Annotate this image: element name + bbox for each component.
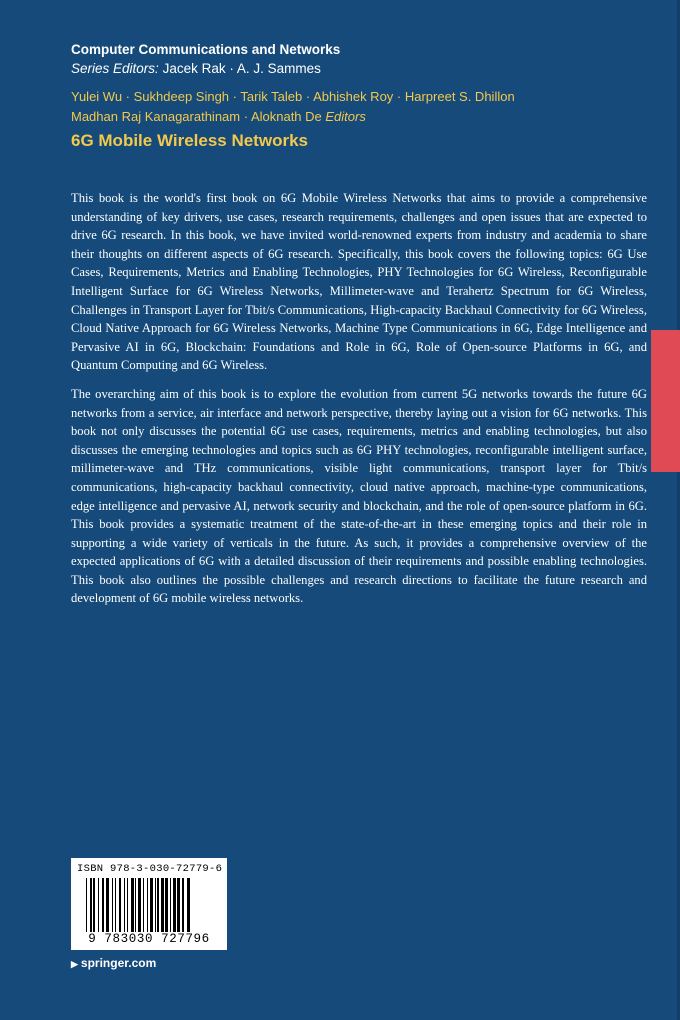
barcode-bar <box>138 878 141 932</box>
barcode-bar <box>112 878 113 932</box>
barcode-bar <box>155 878 156 932</box>
barcode-bars <box>84 878 214 932</box>
barcode-number: 9 783030 727796 <box>88 932 210 946</box>
description-paragraph-2: The overarching aim of this book is to explore the evolution from current 5G networks towards the future 6G networks from a service, air interface and network perspective, thereby laying out a vision for 6G networks. This book not only discusses the potential 6G use cases, requirements, metrics and enabling technologies, but also discusses the emerging technologies and topics such as 6G PHY technologies, reconfigurable intelligent surface, millimeter-wave and THz communications, visible light communications, transport layer for Tbit/s communications, high-capacity backhaul connectivity, cloud native approach, machine-type communications, edge intelligence and pervasive AI, network security and blockchain, and the role of open-source platform in 6G. This book provides a systematic treatment of the state-of-the-art in these emerging topics and their role in supporting a wide variety of verticals in the future. As such, it provides a comprehensive overview of the expected applications of 6G with a detailed discussion of their requirements and possible enabling technologies. This book also outlines the possible challenges and research directions to facilitate the future research and development of 6G mobile wireless networks. <box>71 386 647 606</box>
barcode-bar <box>102 878 104 932</box>
barcode-bar <box>106 878 109 932</box>
barcode-bar <box>150 878 153 932</box>
barcode-bar <box>170 878 171 932</box>
barcode-bar <box>135 878 136 932</box>
barcode-bar <box>147 878 148 932</box>
barcode-bar <box>86 878 87 932</box>
barcode-bar <box>173 878 176 932</box>
barcode-bar <box>143 878 144 932</box>
header <box>71 40 651 152</box>
barcode-bar <box>127 878 128 932</box>
book-editors-line-2 <box>71 107 651 127</box>
barcode-bar <box>98 878 99 932</box>
series-editors-label: Series Editors: <box>71 61 159 76</box>
book-editors-role: Editors <box>325 109 366 124</box>
barcode-bar <box>131 878 134 932</box>
description-paragraph-1: This book is the world's first book on 6G Mobile Wireless Networks that aims to provide a comprehensive understanding of key drivers, use cases, research requirements, challenges and open issues that are expected to drive 6G research. In this book, we have invited world-renowned experts from industry and academia to share their thoughts on different aspects of 6G research. Specifically, this book covers the following topics: 6G Use Cases, Requirements, Metrics and Enabling Technologies, PHY Technologies for 6G Wireless, Reconfigurable Intelligent Surface for 6G Wireless Networks, Millimeter-wave and Terahertz Spectrum for 6G Wireless, Challenges in Transport Layer for Tbit/s Communications, High-capacity Backhaul Connectivity for 6G Wireless, Cloud Native Approach for 6G Wireless Networks, Machine Type Communications in 6G, Edge Intelligence and Pervasive AI in 6G, Blockchain: Foundations and Role in 6G, Role of Open-source Platforms in 6G, and Quantum Computing and 6G Wireless. <box>71 191 647 373</box>
barcode-bar <box>90 878 92 932</box>
barcode-bar <box>165 878 168 932</box>
triangle-right-icon: ▶ <box>71 959 78 969</box>
series-title: Computer Communications and Networks <box>71 42 341 57</box>
barcode-bar <box>161 878 164 932</box>
barcode-bar <box>119 878 121 932</box>
book-editors-names: Madhan Raj Kanagarathinam · Aloknath De <box>71 109 322 124</box>
series-editors <box>71 59 651 78</box>
publisher-url: springer.com <box>80 956 157 970</box>
barcode-bar <box>157 878 159 932</box>
barcode-bar <box>115 878 116 932</box>
isbn-text: ISBN 978-3-030-72779-6 <box>77 863 223 875</box>
barcode-bar <box>93 878 95 932</box>
barcode-bar <box>124 878 125 932</box>
color-tab <box>651 330 680 472</box>
publisher-link[interactable] <box>71 956 156 970</box>
barcode-bar <box>187 878 190 932</box>
book-editors <box>71 87 651 127</box>
barcode-bar <box>177 878 180 932</box>
book-title: 6G Mobile Wireless Networks <box>71 131 308 150</box>
barcode-bar <box>182 878 184 932</box>
series-editors-names: Jacek Rak · A. J. Sammes <box>162 61 321 76</box>
barcode <box>71 858 227 950</box>
book-editors-line-1: Yulei Wu · Sukhdeep Singh · Tarik Taleb · Abhishek Roy · Harpreet S. Dhillon <box>71 89 515 104</box>
description <box>71 189 647 608</box>
